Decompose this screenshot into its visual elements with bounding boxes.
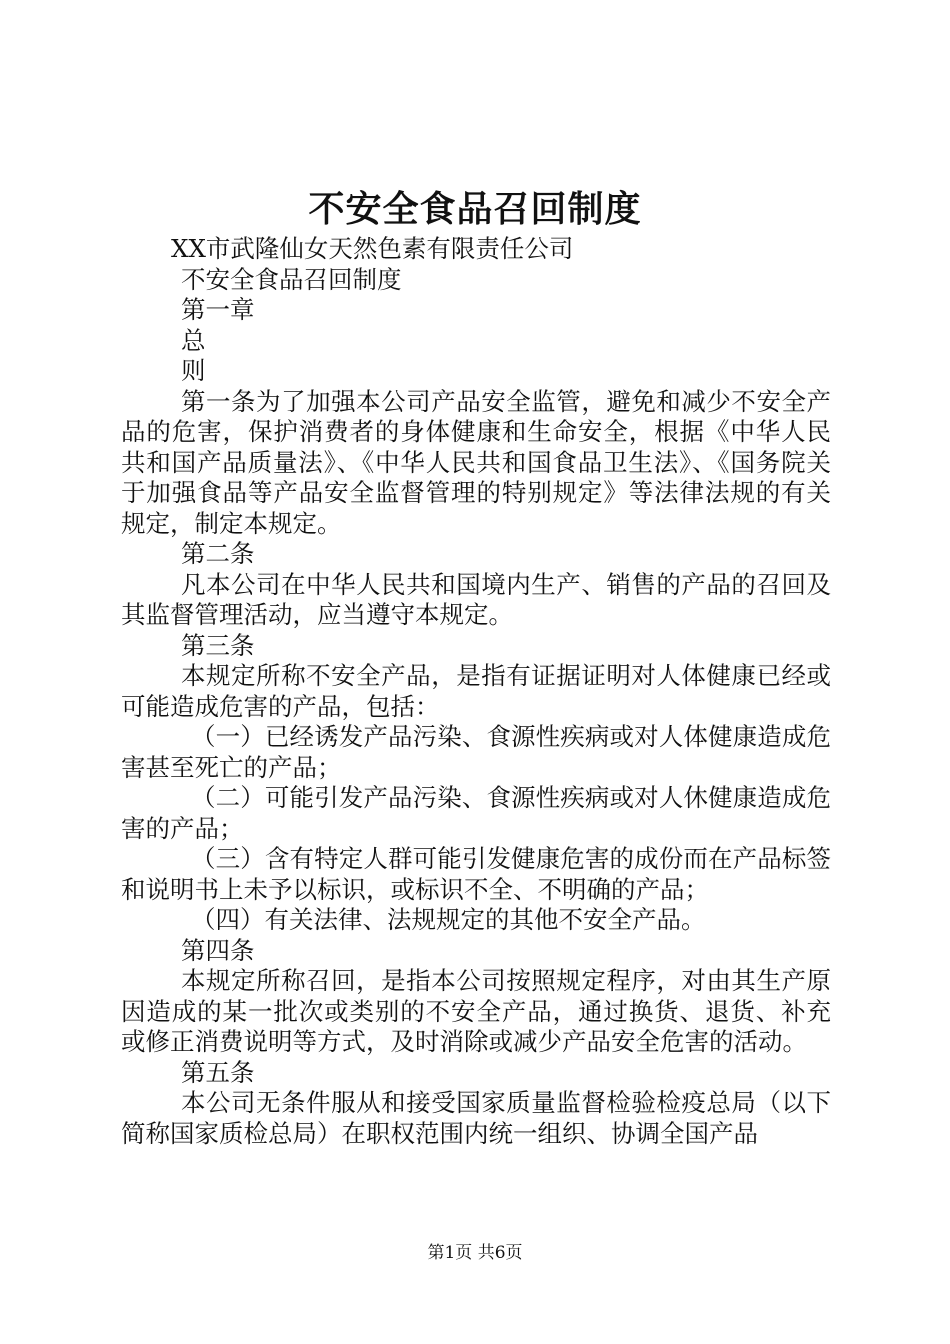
paragraph: （三）含有特定人群可能引发健康危害的成份而在产品标签和说明书上未予以标识，或标识不全、不明确的产品； [121, 844, 831, 904]
paragraph: XX市武隆仙女天然色素有限责任公司 [171, 234, 574, 263]
paragraph: 凡本公司在中华人民共和国境内生产、销售的产品的召回及其监督管理活动，应当遵守本规定。 [121, 569, 831, 629]
paragraph: 第二条 [181, 539, 255, 568]
paragraph: （二）可能引发产品污染、食源性疾病或对人休健康造成危害的产品； [121, 783, 831, 843]
paragraph: 则 [181, 356, 206, 385]
document-body [121, 234, 831, 1149]
page-number-footer: 第1页 共6页 [427, 1243, 523, 1263]
paragraph: 本公司无条件服从和接受国家质量监督检验检疫总局（以下简称国家质检总局）在职权范围内统一组织、协调全国产品 [121, 1088, 831, 1148]
document-title: 不安全食品召回制度 [308, 188, 642, 230]
paragraph: 第五条 [181, 1057, 255, 1087]
paragraph: 不安全食品召回制度 [181, 264, 402, 294]
paragraph: 第四条 [181, 935, 255, 965]
paragraph: 第一条为了加强本公司产品安全监管，避免和减少不安全产品的危害，保护消费者的身体健康和生命安全，根据《中华人民共和国产品质量法》、《中华人民共和国食品卫生法》、《国务院关于加强食品等产品安全监督管理的特别规定》等法律法规的有关规定，制定本规定。 [121, 386, 831, 538]
paragraph: 第三条 [181, 630, 255, 660]
paragraph: 总 [181, 325, 206, 355]
paragraph: 本规定所称召回，是指本公司按照规定程序，对由其生产原因造成的某一批次或类别的不安全产品，通过换货、退货、补充或修正消费说明等方式，及时消除或减少产品安全危害的活动。 [121, 966, 831, 1056]
paragraph: （一）已经诱发产品污染、食源性疾病或对人体健康造成危害甚至死亡的产品； [121, 722, 831, 782]
paragraph: 第一章 [181, 295, 255, 324]
paragraph: 本规定所称不安全产品，是指有证据证明对人体健康已经或可能造成危害的产品，包括： [121, 661, 831, 721]
paragraph: （四）有关法律、法规规定的其他不安全产品。 [191, 905, 706, 934]
